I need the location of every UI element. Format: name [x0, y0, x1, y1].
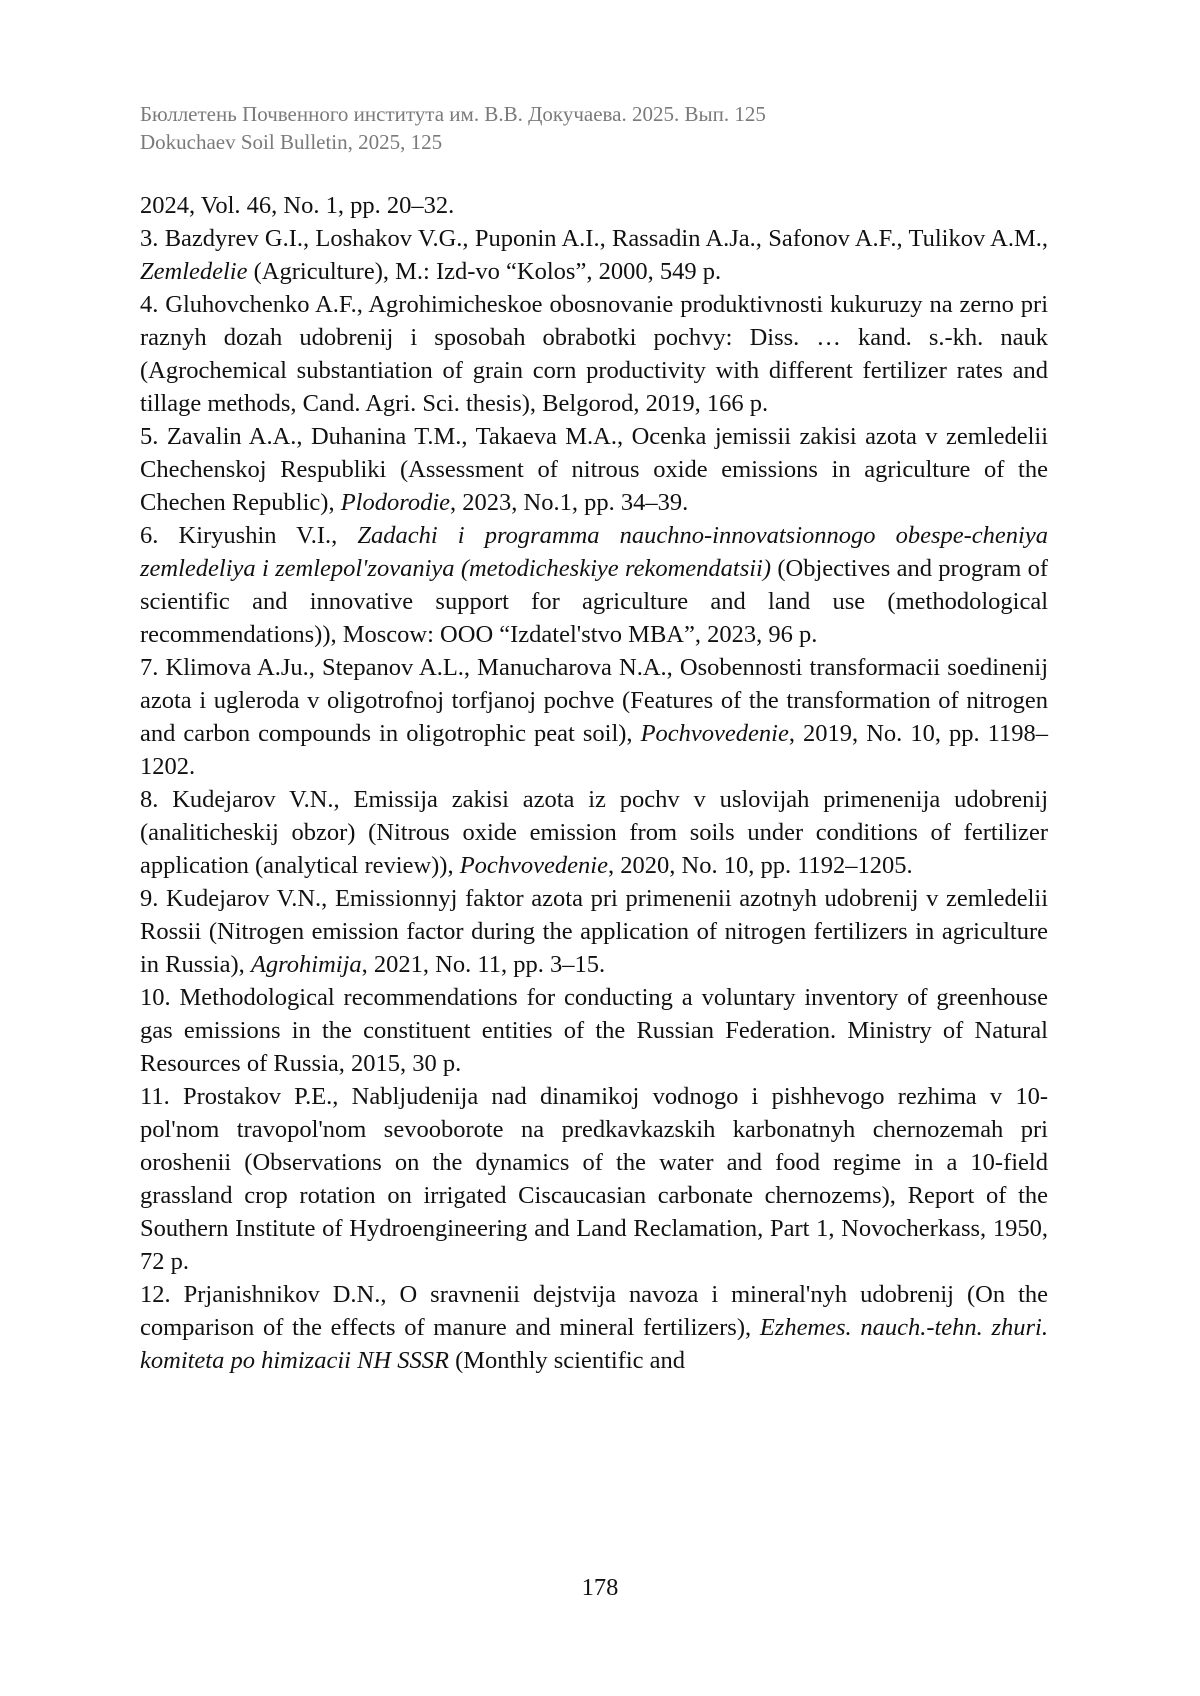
reference-text: Methodological recommendations for conducting a voluntary inventory of greenhouse gas emissions in the constituent entities of the Russian Federation. Ministry of Natural Resources of Russia, 2015, 30 p.	[140, 984, 1049, 1077]
reference-text-end: (Monthly scientific and	[455, 1347, 686, 1374]
reference-item	[140, 783, 1048, 882]
reference-text: Bazdyrev G.I., Loshakov V.G., Puponin A.I., Rassadin A.Ja., Safonov A.F., Tulikov A.M.,	[164, 225, 1049, 252]
reference-item	[140, 882, 1048, 981]
reference-number: 10.	[140, 984, 171, 1011]
reference-text: Kudejarov V.N., Emissija zakisi azota iz pochv v uslovijah primenenija udobrenij (analiticheskij obzor) (Nitrous oxide emission from soils under conditions of fertilizer application (analytical review)),	[140, 786, 1049, 879]
reference-number: 4.	[140, 291, 159, 318]
journal-title-en: Dokuchaev Soil Bulletin, 2025, 125	[140, 130, 443, 154]
reference-text-end: , 2020, No. 10, pp. 1192–1205.	[608, 852, 913, 879]
reference-item	[140, 288, 1048, 420]
reference-item	[140, 1278, 1048, 1377]
reference-item	[140, 420, 1048, 519]
reference-text-end: (Agriculture), M.: Izd-vo “Kolos”, 2000, 549 p.	[253, 258, 722, 285]
reference-text-end: , 2023, No.1, pp. 34–39.	[450, 489, 689, 516]
reference-journal: Plodorodie	[340, 489, 451, 516]
reference-item	[140, 651, 1048, 783]
running-header	[140, 100, 1060, 156]
reference-text: Klimova A.Ju., Stepanov A.L., Manucharova N.A., Osobennosti transformacii soedinenij azota i ugleroda v oligotrofnoj torfjanoj pochve (Features of the transformation of nitrogen and carbon compounds in oligotrophic peat soil),	[140, 654, 1048, 747]
reference-journal: Pochvovedenie	[459, 852, 608, 879]
reference-number: 8.	[140, 786, 159, 813]
reference-journal: Pochvovedenie	[640, 720, 789, 747]
reference-continuation: 2024, Vol. 46, No. 1, pp. 20–32.	[140, 192, 455, 219]
reference-item	[140, 1080, 1048, 1278]
reference-journal: Agrohimija	[250, 951, 362, 978]
reference-number: 3.	[140, 225, 159, 252]
reference-text: Gluhovchenko A.F., Agrohimicheskoe obosnovanie produktivnosti kukuruzy na zerno pri raznyh dozah udobrenij i sposobah obrabotki pochvy: Diss. … kand. s.-kh. nauk (Agrochemical substantiation of grain corn productivity with different fertilizer rates and tillage methods, Cand. Agri. Sci. thesis), Belgorod, 2019, 166 p.	[140, 291, 1049, 417]
reference-item	[140, 981, 1048, 1080]
reference-item	[140, 222, 1048, 288]
reference-text: Zavalin A.A., Duhanina T.M., Takaeva M.A., Ocenka jemissii zakisi azota v zemledelii Chechenskoj Respubliki (Assessment of nitrous oxide emissions in agriculture of the Chechen Republic),	[140, 423, 1049, 516]
reference-number: 11.	[140, 1083, 170, 1110]
reference-text: Prostakov P.E., Nabljudenija nad dinamikoj vodnogo i pishhevogo rezhima v 10-pol'nom travopol'nom sevooborote na predkavkazskih karbonatnyh chernozemah pri oroshenii (Observations on the dynamics of the water and food regime in a 10-field grassland crop rotation on irrigated Ciscaucasian carbonate chernozems), Report of the Southern Institute of Hydroengineering and Land Reclamation, Part 1, Novocherkass, 1950, 72 p.	[140, 1083, 1049, 1275]
reference-number: 12.	[140, 1281, 171, 1308]
reference-text-end: , 2021, No. 11, pp. 3–15.	[361, 951, 606, 978]
reference-number: 5.	[140, 423, 159, 450]
reference-text-end: (Objectives and program of scientific and innovative support for agriculture and land use (methodological recommendations)), Moscow: OOO “Izdatel'stvo MBA”, 2023, 96 p.	[140, 555, 1049, 648]
reference-number: 7.	[140, 654, 159, 681]
reference-journal: Ezhemes. nauch.-tehn. zhuri. komiteta po himizacii NH SSSR	[140, 1314, 1048, 1374]
journal-title-ru: Бюллетень Почвенного института им. В.В. Докучаева. 2025. Вып. 125	[140, 102, 766, 126]
reference-text: Kiryushin V.I.,	[178, 522, 338, 549]
reference-title: Zemledelie	[140, 258, 248, 285]
reference-list	[140, 189, 1048, 1377]
reference-title: Zadachi i programma nauchno-innovatsionnogo obespe-cheniya zemledeliya i zemlepol'zovaniya (metodicheskiye rekomendatsii)	[140, 522, 1048, 582]
reference-number: 6.	[140, 522, 159, 549]
page-number: 178	[581, 1574, 619, 1601]
reference-text: Prjanishnikov D.N., O sravnenii dejstvija navoza i mineral'nyh udobrenij (On the comparison of the effects of manure and mineral fertilizers),	[140, 1281, 1048, 1341]
reference-text: Kudejarov V.N., Emissionnyj faktor azota pri primenenii azotnyh udobrenij v zemledelii Rossii (Nitrogen emission factor during the application of nitrogen fertilizers in agriculture in Russia),	[140, 885, 1049, 978]
reference-item	[140, 519, 1048, 651]
reference-number: 9.	[140, 885, 159, 912]
reference-text-end: , 2019, No. 10, pp. 1198–1202.	[140, 720, 1048, 780]
